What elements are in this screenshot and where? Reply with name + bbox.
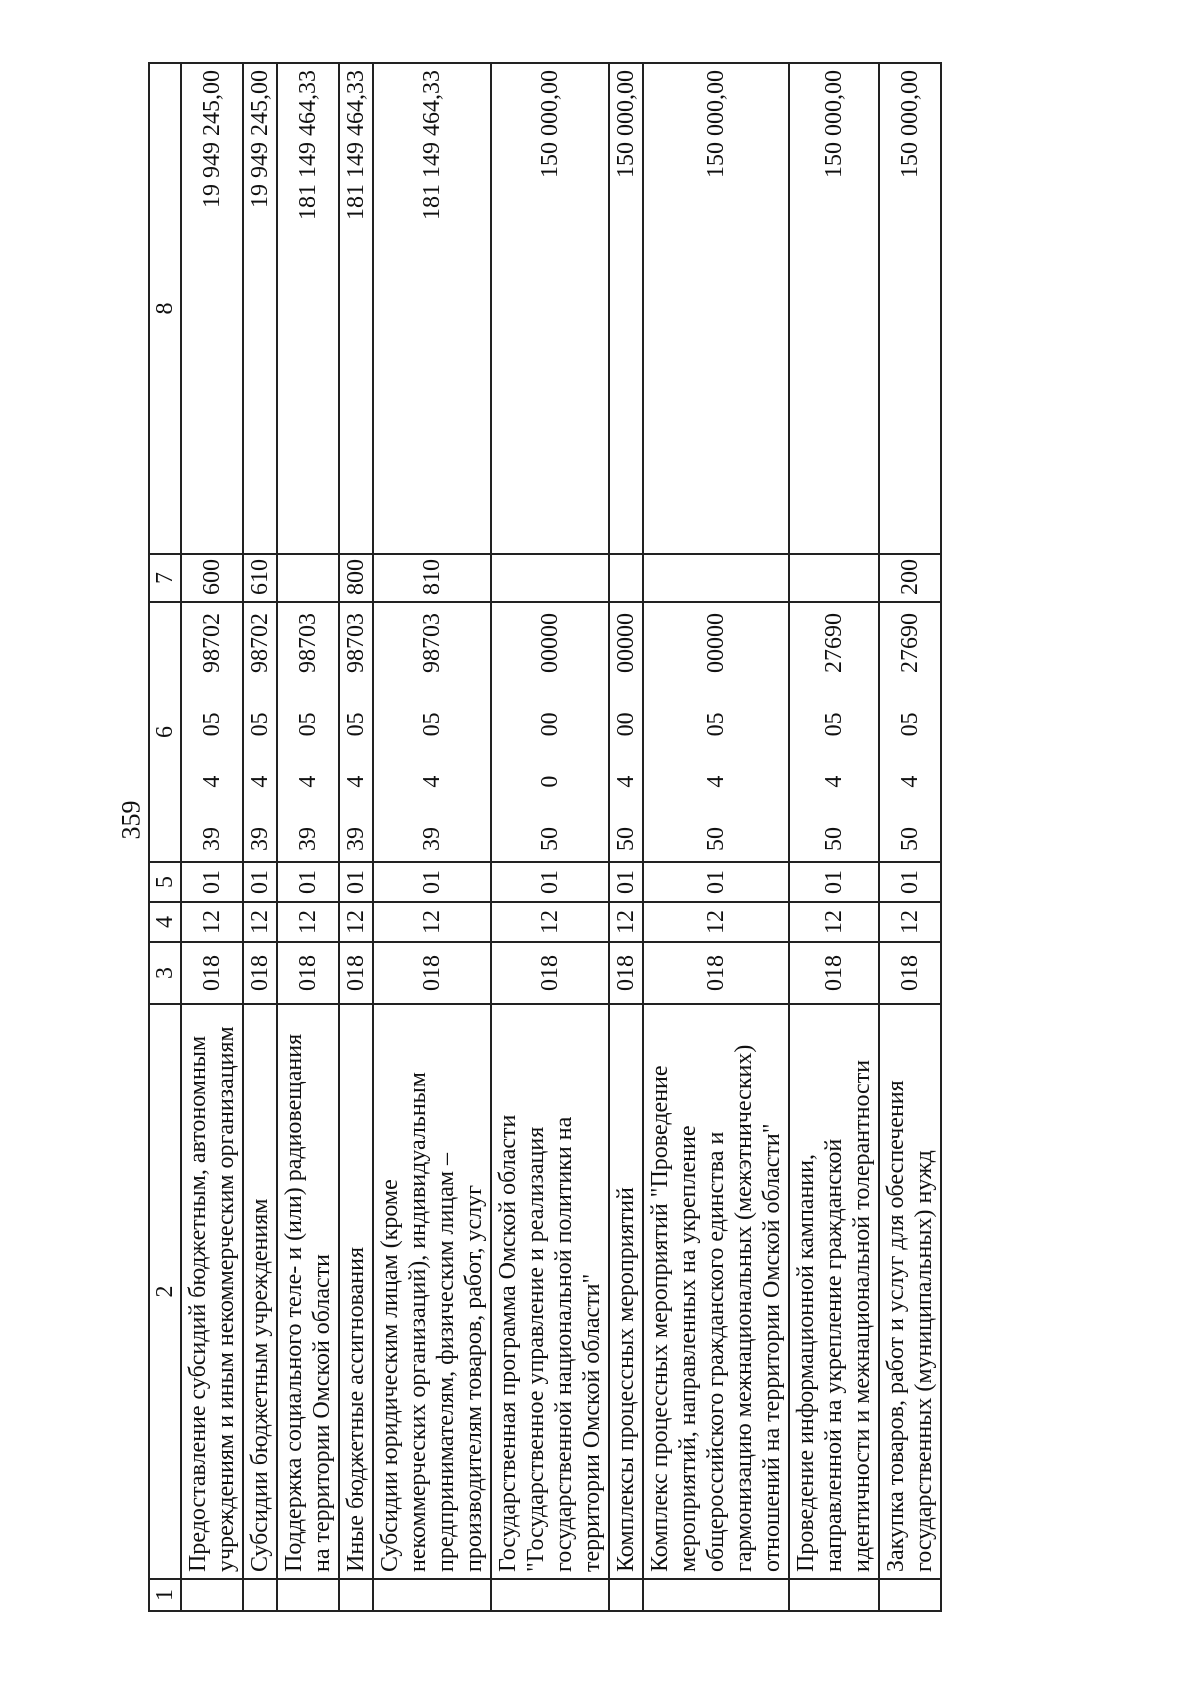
header-cell: 2 (149, 1004, 181, 1579)
amount-cell: 19 949 245,00 (243, 63, 277, 554)
target-article-part: 4 (703, 775, 729, 788)
target-article-part: 27690 (897, 613, 923, 674)
target-article-part: 39 (419, 827, 445, 851)
expense-type-cell (609, 554, 643, 602)
target-article-part: 05 (897, 712, 923, 737)
header-cell: 8 (149, 63, 181, 554)
target-article-cell (373, 602, 491, 862)
target-article-cell (491, 602, 609, 862)
target-article-cell (181, 602, 243, 862)
target-article-code (342, 609, 370, 855)
table-row (643, 63, 789, 1611)
target-article-part: 00 (613, 712, 639, 737)
table-body (149, 63, 941, 1611)
row-name-cell: Комплекс процессных мероприятий "Проведение мероприятий, направленных на укрепление общероссийского гражданского единства и гармонизацию межнациональных (межэтнических) отношений на территории Омской области" (643, 1004, 789, 1579)
expense-type-cell: 610 (243, 554, 277, 602)
target-article-part: 27690 (821, 613, 847, 674)
target-article-cell (243, 602, 277, 862)
table-row (243, 63, 277, 1611)
row-number-cell (609, 1579, 643, 1611)
row-number-cell (491, 1579, 609, 1611)
expense-type-cell: 800 (339, 554, 373, 602)
target-article-code (294, 609, 322, 855)
expense-type-cell: 810 (373, 554, 491, 602)
table-row (181, 63, 243, 1611)
ministry-code-cell: 018 (277, 942, 339, 1004)
target-article-part: 4 (295, 775, 321, 788)
expense-type-cell (789, 554, 879, 602)
table-row (373, 63, 491, 1611)
target-article-part: 50 (897, 827, 923, 851)
amount-cell: 181 149 464,33 (339, 63, 373, 554)
header-cell: 6 (149, 602, 181, 862)
target-article-code (702, 609, 730, 855)
expense-type-cell (643, 554, 789, 602)
expense-type-cell (491, 554, 609, 602)
amount-cell: 150 000,00 (609, 63, 643, 554)
target-article-part: 05 (821, 712, 847, 737)
rotated-table-container (148, 64, 1048, 1612)
target-article-part: 05 (295, 712, 321, 737)
amount-cell: 150 000,00 (491, 63, 609, 554)
row-name-cell: Иные бюджетные ассигнования (339, 1004, 373, 1579)
section-code-cell: 12 (243, 902, 277, 942)
subsection-code-cell: 01 (243, 862, 277, 902)
target-article-part: 05 (419, 712, 445, 737)
header-cell: 3 (149, 942, 181, 1004)
target-article-part: 00 (537, 712, 563, 737)
row-name-cell: Государственная программа Омской области "Государственное управление и реализация государственной национальной политики на территории Омской области" (491, 1004, 609, 1579)
target-article-part: 4 (419, 775, 445, 788)
target-article-cell (609, 602, 643, 862)
target-article-cell (643, 602, 789, 862)
table-row (879, 63, 941, 1611)
row-number-cell (643, 1579, 789, 1611)
table-row (339, 63, 373, 1611)
header-cell: 5 (149, 862, 181, 902)
target-article-part: 98703 (343, 613, 369, 674)
subsection-code-cell: 01 (491, 862, 609, 902)
amount-cell: 150 000,00 (879, 63, 941, 554)
ministry-code-cell: 018 (181, 942, 243, 1004)
amount-cell: 150 000,00 (789, 63, 879, 554)
section-code-cell: 12 (789, 902, 879, 942)
target-article-cell (789, 602, 879, 862)
amount-cell: 181 149 464,33 (277, 63, 339, 554)
expense-type-cell (277, 554, 339, 602)
target-article-part: 50 (703, 827, 729, 851)
target-article-cell (879, 602, 941, 862)
section-code-cell: 12 (277, 902, 339, 942)
target-article-code (896, 609, 924, 855)
section-code-cell: 12 (491, 902, 609, 942)
header-row (149, 63, 181, 1611)
target-article-part: 00000 (703, 613, 729, 674)
ministry-code-cell: 018 (373, 942, 491, 1004)
subsection-code-cell: 01 (277, 862, 339, 902)
section-code-cell: 12 (339, 902, 373, 942)
header-cell: 1 (149, 1579, 181, 1611)
target-article-cell (339, 602, 373, 862)
subsection-code-cell: 01 (373, 862, 491, 902)
section-code-cell: 12 (373, 902, 491, 942)
target-article-part: 00000 (613, 613, 639, 674)
target-article-part: 4 (613, 775, 639, 788)
amount-cell: 19 949 245,00 (181, 63, 243, 554)
target-article-code (612, 609, 640, 855)
target-article-part: 39 (247, 827, 273, 851)
target-article-part: 50 (821, 827, 847, 851)
page-number: 359 (116, 800, 146, 840)
target-article-part: 98703 (295, 613, 321, 674)
section-code-cell: 12 (609, 902, 643, 942)
ministry-code-cell: 018 (491, 942, 609, 1004)
target-article-part: 05 (703, 712, 729, 737)
target-article-part: 0 (537, 775, 563, 788)
ministry-code-cell: 018 (243, 942, 277, 1004)
target-article-part: 39 (295, 827, 321, 851)
header-cell: 7 (149, 554, 181, 602)
subsection-code-cell: 01 (339, 862, 373, 902)
header-cell: 4 (149, 902, 181, 942)
section-code-cell: 12 (879, 902, 941, 942)
section-code-cell: 12 (643, 902, 789, 942)
budget-table (148, 62, 942, 1612)
target-article-part: 4 (821, 775, 847, 788)
section-code-cell: 12 (181, 902, 243, 942)
target-article-part: 00000 (537, 613, 563, 674)
row-name-cell: Закупка товаров, работ и услуг для обеспечения государственных (муниципальных) нужд (879, 1004, 941, 1579)
table-row (789, 63, 879, 1611)
table-row (277, 63, 339, 1611)
row-name-cell: Субсидии бюджетным учреждениям (243, 1004, 277, 1579)
target-article-part: 05 (247, 712, 273, 737)
table-row (491, 63, 609, 1611)
amount-cell: 181 149 464,33 (373, 63, 491, 554)
subsection-code-cell: 01 (609, 862, 643, 902)
ministry-code-cell: 018 (879, 942, 941, 1004)
target-article-part: 98703 (419, 613, 445, 674)
row-name-cell: Поддержка социального теле- и (или) радиовещания на территории Омской области (277, 1004, 339, 1579)
row-name-cell: Проведение информационной кампании, направленной на укрепление гражданской идентичности и межнациональной толерантности (789, 1004, 879, 1579)
target-article-part: 98702 (199, 613, 225, 674)
target-article-part: 4 (343, 775, 369, 788)
target-article-code (536, 609, 564, 855)
expense-type-cell: 600 (181, 554, 243, 602)
target-article-code (820, 609, 848, 855)
target-article-part: 4 (199, 775, 225, 788)
row-number-cell (879, 1579, 941, 1611)
target-article-code (198, 609, 226, 855)
ministry-code-cell: 018 (643, 942, 789, 1004)
row-name-cell: Комплексы процессных мероприятий (609, 1004, 643, 1579)
target-article-part: 4 (897, 775, 923, 788)
subsection-code-cell: 01 (789, 862, 879, 902)
ministry-code-cell: 018 (789, 942, 879, 1004)
row-number-cell (339, 1579, 373, 1611)
target-article-code (418, 609, 446, 855)
row-number-cell (243, 1579, 277, 1611)
target-article-part: 4 (247, 775, 273, 788)
row-name-cell: Предоставление субсидий бюджетным, автономным учреждениям и иным некоммерческим организациям (181, 1004, 243, 1579)
ministry-code-cell: 018 (609, 942, 643, 1004)
row-number-cell (373, 1579, 491, 1611)
row-name-cell: Субсидии юридическим лицам (кроме некоммерческих организаций), индивидуальным предпринимателям, физическим лицам – производителям товаров, работ, услуг (373, 1004, 491, 1579)
subsection-code-cell: 01 (181, 862, 243, 902)
row-number-cell (277, 1579, 339, 1611)
target-article-part: 98702 (247, 613, 273, 674)
table-row (609, 63, 643, 1611)
target-article-part: 05 (199, 712, 225, 737)
target-article-cell (277, 602, 339, 862)
target-article-part: 39 (199, 827, 225, 851)
expense-type-cell: 200 (879, 554, 941, 602)
target-article-code (246, 609, 274, 855)
target-article-part: 50 (613, 827, 639, 851)
target-article-part: 05 (343, 712, 369, 737)
target-article-part: 50 (537, 827, 563, 851)
subsection-code-cell: 01 (879, 862, 941, 902)
row-number-cell (181, 1579, 243, 1611)
ministry-code-cell: 018 (339, 942, 373, 1004)
row-number-cell (789, 1579, 879, 1611)
subsection-code-cell: 01 (643, 862, 789, 902)
target-article-part: 39 (343, 827, 369, 851)
amount-cell: 150 000,00 (643, 63, 789, 554)
